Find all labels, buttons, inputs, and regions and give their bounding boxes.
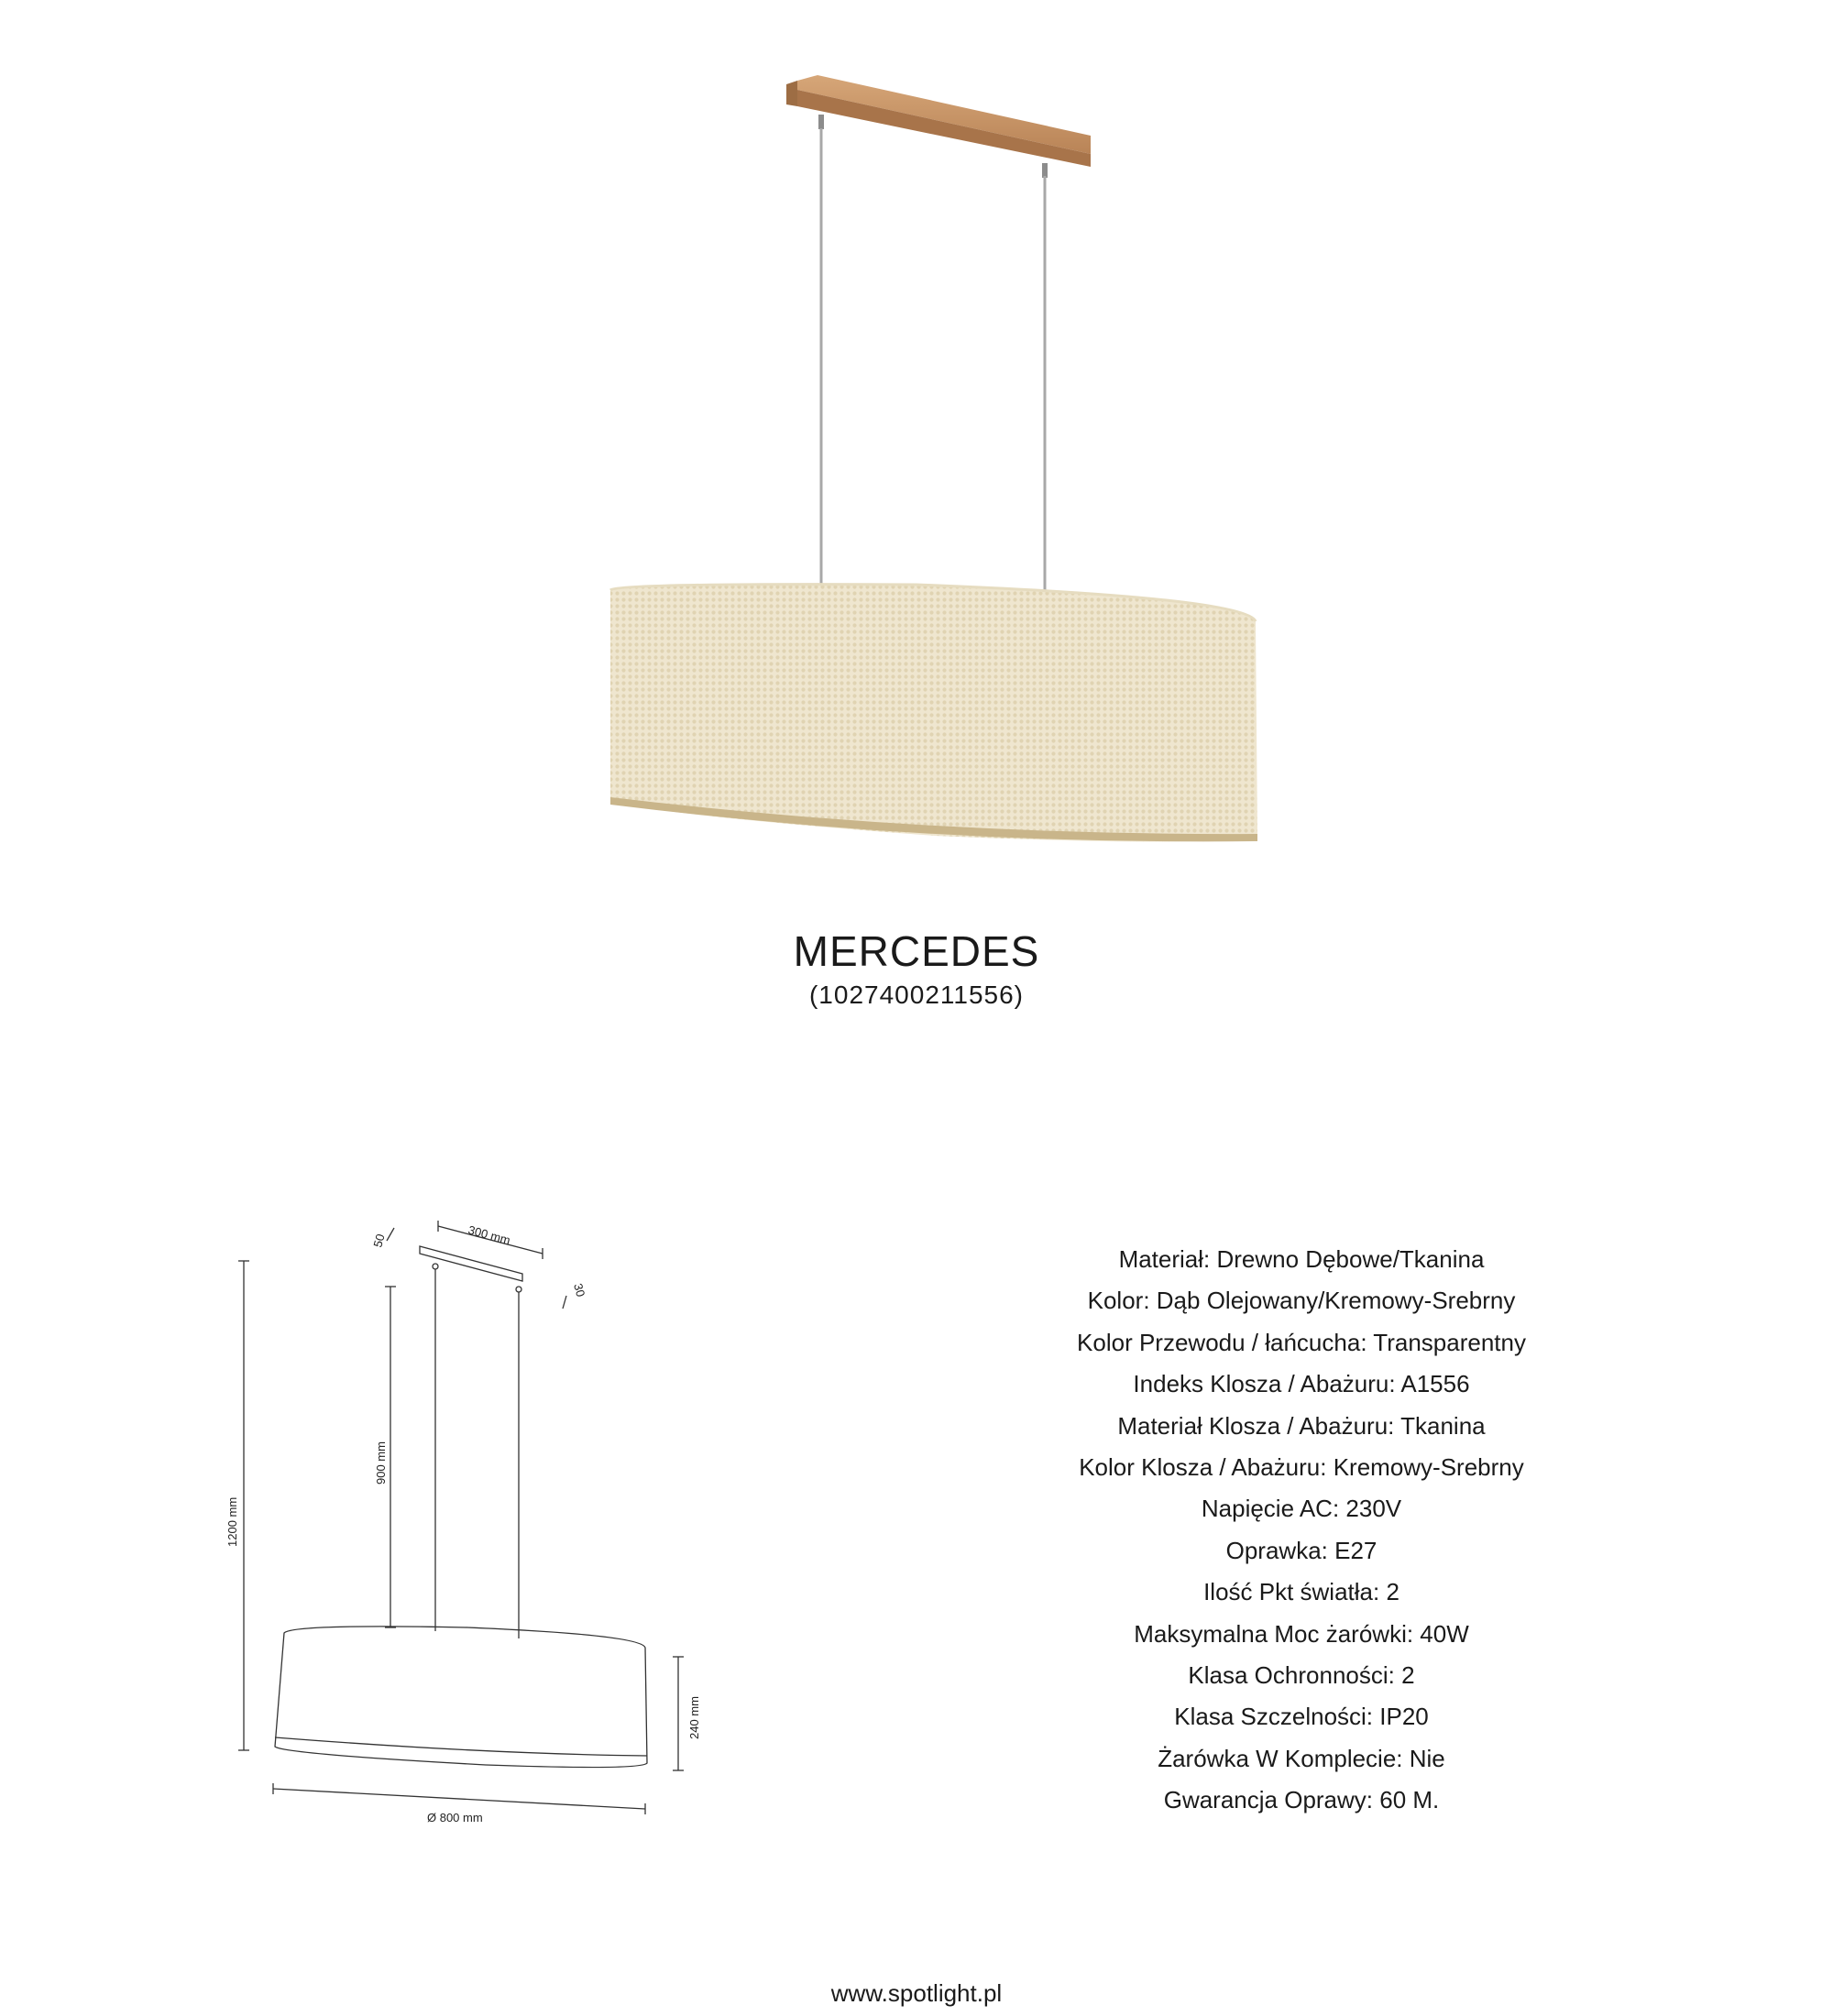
drawing-shade [275, 1627, 647, 1768]
spec-item: Maksymalna Moc żarówki: 40W [1134, 1619, 1469, 1648]
spec-item: Kolor: Dąb Olejowany/Kremowy-Srebrny [1087, 1287, 1516, 1315]
dim-canopy-length: 300 mm [466, 1222, 512, 1248]
dim-canopy-height: 30 [571, 1281, 588, 1298]
spec-item: Napięcie AC: 230V [1201, 1495, 1402, 1523]
spec-item: Żarówka W Komplecie: Nie [1158, 1744, 1445, 1772]
lamp-shade [610, 585, 1257, 842]
technical-drawing [211, 1200, 724, 1869]
spec-item: Oprawka: E27 [1225, 1536, 1377, 1564]
fixing [1042, 163, 1048, 178]
spec-item: Materiał: Drewno Dębowe/Tkanina [1118, 1245, 1485, 1273]
fixing [818, 115, 824, 129]
footer-website[interactable]: www.spotlight.pl [830, 1979, 1003, 2007]
spec-list [971, 1239, 1631, 1822]
spec-item: Kolor Klosza / Abażuru: Kremowy-Srebrny [1079, 1453, 1524, 1482]
spec-item: Klasa Ochronności: 2 [1188, 1661, 1415, 1690]
wood-canopy [786, 75, 1091, 167]
dim-total-height: 1200 mm [225, 1496, 239, 1547]
spec-item: Kolor Przewodu / łańcucha: Transparentny [1077, 1328, 1526, 1356]
product-photo [550, 64, 1283, 889]
dim-cable-length: 900 mm [374, 1441, 388, 1485]
product-code: (1027400211556) [808, 981, 1024, 1009]
spec-item: Gwarancja Oprawy: 60 M. [1163, 1786, 1440, 1814]
spec-item: Materiał Klosza / Abażuru: Tkanina [1117, 1411, 1486, 1440]
spec-item: Indeks Klosza / Abażuru: A1556 [1133, 1370, 1470, 1398]
dim-shade-diameter: Ø 800 mm [427, 1811, 483, 1824]
spec-item: Ilość Pkt światła: 2 [1203, 1578, 1399, 1606]
dim-shade-height: 240 mm [687, 1696, 701, 1739]
dim-canopy-width: 50 [370, 1232, 388, 1249]
spec-item: Klasa Szczelności: IP20 [1174, 1703, 1429, 1731]
product-name: MERCEDES [793, 927, 1040, 975]
